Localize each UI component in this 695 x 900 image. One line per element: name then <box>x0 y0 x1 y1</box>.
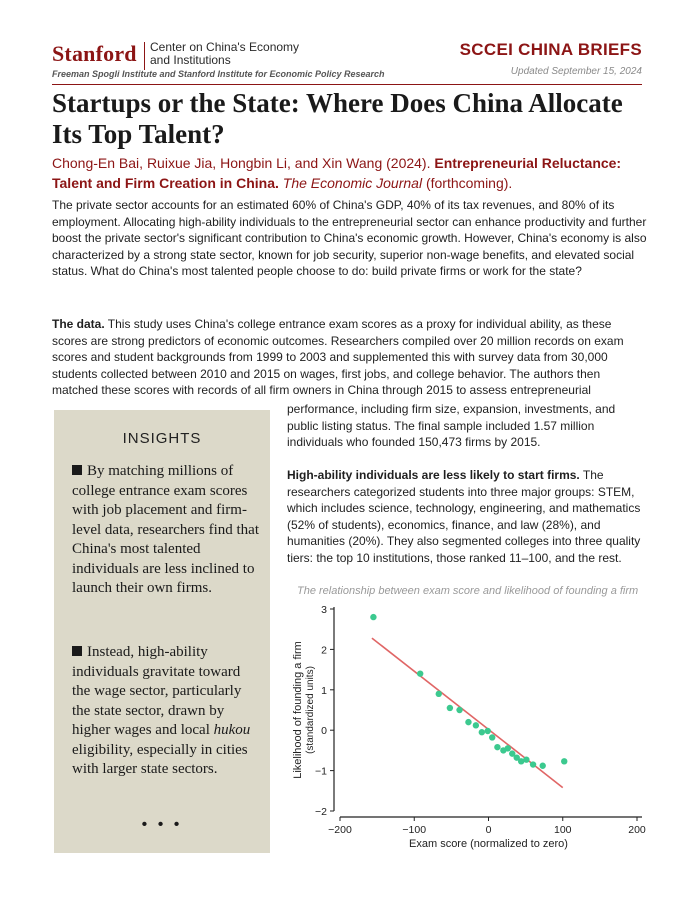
findings-lead: High-ability individuals are less likely to start firms. <box>287 468 580 482</box>
x-tick-label: 0 <box>485 824 492 836</box>
findings-text: The researchers categorized students into three major groups: STEM, which includes science, technology, engineering, and mathematics (52% of students), economics, finance, and law (28%), and humanities (20%). They also segmented colleges into three quality tiers: the top 10 institutions, those ranked 11–100, and the rest. <box>287 468 641 565</box>
insight-bullet-1 <box>72 462 262 599</box>
y-tick-label: −1 <box>315 765 327 778</box>
masthead <box>52 38 642 84</box>
data-point <box>473 722 479 728</box>
data-paragraph <box>52 316 648 399</box>
more-dots: • • • <box>141 816 183 833</box>
y-tick-label: 1 <box>321 684 327 697</box>
header-rule <box>52 84 642 85</box>
data-point <box>561 758 567 764</box>
y-tick-label: 2 <box>321 644 327 657</box>
stanford-logo: Stanford <box>52 41 137 66</box>
x-tick-label: 100 <box>553 824 572 836</box>
data-point <box>505 745 511 751</box>
intro-paragraph: The private sector accounts for an estimated 60% of China's GDP, 40% of its tax revenues, and 80% of its employment. Allocating high-ability individuals to the entrepreneurial sector can enhance productivity and further boost the private sector's significant contribution to China's economic growth. However, China's economy is also characterized by a strong state sector, known for job security, superior non-wage benefits, and elevated social status. What do China's most talented people choose to do: build private firms or work for the state? <box>52 198 647 279</box>
insight-text-2-emphasis: hukou <box>213 722 251 738</box>
data-point <box>530 761 536 767</box>
insight-text-2b: eligibility, especially in cities with larger state sectors. <box>72 741 248 777</box>
insight-bullet-2 <box>72 643 262 780</box>
series-title: SCCEI CHINA BRIEFS <box>459 40 642 59</box>
data-point <box>436 691 442 697</box>
square-bullet-icon <box>72 465 82 475</box>
x-axis-label: Exam score (normalized to zero) <box>409 838 568 850</box>
logo-divider <box>144 42 145 70</box>
center-name <box>150 41 299 67</box>
data-point <box>447 705 453 711</box>
scatter-chart <box>280 580 680 880</box>
y-tick-label: −2 <box>315 806 327 818</box>
citation-status: (forthcoming). <box>422 175 513 191</box>
citation-authors: Chong-En Bai, Ruixue Jia, Hongbin Li, and Xin Wang (2024). <box>52 155 435 171</box>
x-tick-label: −100 <box>402 824 427 836</box>
page-title: Startups or the State: Where Does China Allocate Its Top Talent? <box>52 88 623 149</box>
center-name-line1: Center on China's Economy <box>150 40 300 54</box>
data-paragraph-continued: performance, including firm size, expansion, investments, and public listing status. The final sample included 1.57 million individuals who founded 150,473 firms by 2015. <box>287 402 616 450</box>
citation-journal: The Economic Journal <box>282 175 423 191</box>
data-point <box>417 670 423 676</box>
institute-line: Freeman Spogli Institute and Stanford Institute for Economic Policy Research <box>52 69 385 79</box>
insight-text-1: By matching millions of college entrance exam scores with job placement and firm-level data, researchers find that China's most talented individuals are less inclined to launch their own firms. <box>72 463 259 596</box>
insights-box <box>54 410 270 853</box>
chart-title: The relationship between exam score and likelihood of founding a firm <box>297 585 639 597</box>
citation <box>52 153 652 193</box>
y-tick-label: 0 <box>321 725 327 738</box>
y-tick-label: 3 <box>321 604 327 616</box>
square-bullet-icon <box>72 646 82 656</box>
data-point <box>370 614 376 620</box>
center-name-line2: and Institutions <box>150 53 231 67</box>
x-tick-label: 200 <box>628 824 646 836</box>
data-point <box>456 707 462 713</box>
data-point <box>523 756 529 762</box>
y-axis-sublabel: (standardized units) <box>305 666 316 754</box>
data-point <box>479 729 485 735</box>
chart-svg <box>280 580 680 880</box>
findings-paragraph <box>287 467 649 567</box>
x-tick-label: −200 <box>328 824 352 836</box>
insights-title: INSIGHTS <box>122 430 202 447</box>
data-point <box>494 744 500 750</box>
insight-text-2a: Instead, high-ability individuals gravitate toward the wage sector, particularly the state sector, drawn by higher wages and local <box>72 644 242 738</box>
data-point <box>465 719 471 725</box>
updated-date: Updated September 15, 2024 <box>510 66 642 77</box>
data-point <box>540 763 546 769</box>
data-text: This study uses China's college entrance exam scores as a proxy for individual ability, as these scores are strong predictors of economic outcomes. Researchers compiled over 20 million records on exam scores and student backgrounds from 1999 to 2003 and supplemented this with survey data from 30,000 students collected between 2010 and 2015 on wages, first jobs, and college behavior. The authors then matched these scores with records of all firm owners in China through 2015 to assess entrepreneurial <box>52 317 624 398</box>
y-axis-label: Likelihood of founding a firm <box>292 641 304 779</box>
data-lead: The data. <box>52 317 105 331</box>
data-point <box>485 728 491 734</box>
citation-paper: Entrepreneurial Reluctance: Talent and Firm Creation in China. <box>52 155 622 191</box>
data-point <box>489 734 495 740</box>
